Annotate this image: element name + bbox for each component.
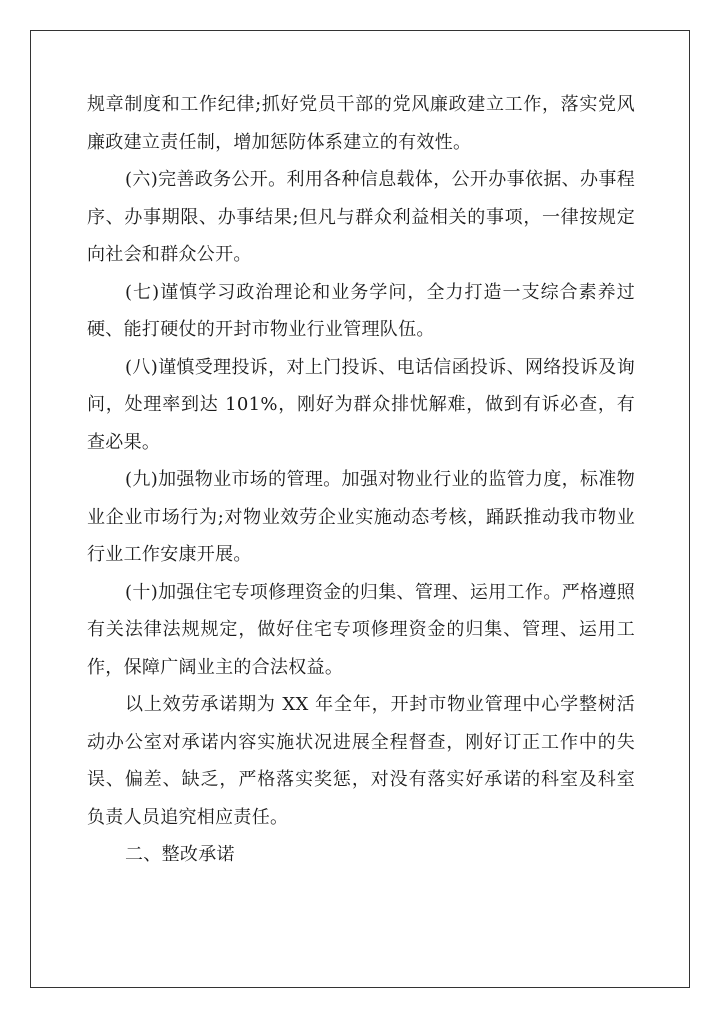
- paragraph-item-10-maintenance-funds: (十)加强住宅专项修理资金的归集、管理、运用工作。严格遵照有关法律法规规定，做好住宅专项修理资金的归集、管理、运用工作，保障广阔业主的合法权益。: [87, 581, 635, 678]
- paragraph-item-6-public-affairs: (六)完善政务公开。利用各种信息载体，公开办事依据、办事程序、办事期限、办事结果;但凡与群众利益相关的事项，一律按规定向社会和群众公开。: [87, 169, 635, 265]
- paragraph-item-8-complaints: (八)谨慎受理投诉，对上门投诉、电话信函投诉、网络投诉及询问，处理率到达 101%，刚好为群众排忧解难，做到有诉必查，有查必果。: [87, 356, 635, 453]
- paragraph-item-9-market-management: (九)加强物业市场的管理。加强对物业行业的监管力度，标准物业企业市场行为;对物业效劳企业实施动态考核，踊跃推动我市物业行业工作安康开展。: [87, 469, 635, 565]
- paragraph-service-commitment-period: 以上效劳承诺期为 XX 年全年，开封市物业管理中心学整树活动办公室对承诺内容实施状况进展全程督查，刚好订正工作中的失误、偏差、缺乏，严格落实奖惩，对没有落实好承诺的科室及科室负责人员追究相应责任。: [87, 694, 635, 828]
- paragraph-item-7-study: (七)谨慎学习政治理论和业务学问，全力打造一支综合素养过硬、能打硬仗的开封市物业行业管理队伍。: [87, 281, 635, 340]
- document-body: [87, 86, 635, 874]
- section-heading-rectification: 二、整改承诺: [125, 844, 235, 865]
- paragraph-discipline-continuation: 规章制度和工作纪律;抓好党员干部的党风廉政建立工作，落实党风廉政建立责任制，增加惩防体系建立的有效性。: [87, 94, 635, 153]
